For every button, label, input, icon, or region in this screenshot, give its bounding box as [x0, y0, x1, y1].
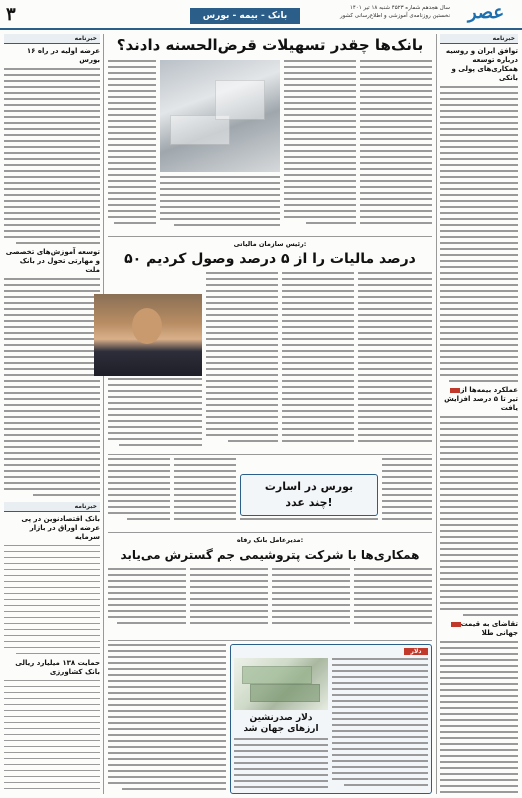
left-item2-title: توسعه آموزش‌های تخصصی و مهارتی تحول در بانک ملت: [5, 248, 100, 274]
bourse-col2: [174, 458, 236, 528]
main-headline: بانک‌ها چقدر تسهیلات قرض‌الحسنه دادند؟: [116, 36, 424, 54]
red-marker-icon: [450, 388, 460, 393]
left-item4-title: حمایت ۱۳۸ میلیارد ریالی بانک کشاورزی: [15, 658, 100, 676]
issue-meta-line1: سال هجدهم شماره ۴۵۲۳ شنبه ۱۸ تیر ۱۴۰۱: [349, 5, 450, 11]
tax-col4: [358, 272, 432, 450]
tax-kicker: رئیس سازمان مالیاتی:: [233, 240, 307, 248]
left-item3-title: بانک اقتصادنوین در پی عرضه اوراق در بازار سرمایه: [21, 514, 100, 541]
text-lines: [160, 176, 280, 226]
refah-col4: [354, 568, 432, 636]
text-lines: [240, 518, 378, 520]
right-column: [440, 34, 518, 794]
money-photo: [234, 658, 328, 710]
left-item1-body: [4, 68, 100, 244]
text-lines: [360, 60, 432, 224]
dollar-headline: [234, 713, 328, 735]
divider-bourse: [108, 532, 432, 533]
main-story-col3: [360, 60, 432, 232]
text-lines: [190, 568, 268, 624]
text-lines: [282, 272, 354, 442]
main-story-col2: [284, 60, 356, 232]
text-lines: [284, 60, 356, 224]
page-header: [0, 0, 522, 30]
divider-refah: [108, 640, 432, 641]
right-item3-title-text: تقاضای به قیمت جهانی طلا: [460, 620, 518, 637]
right-tag: خبرنامه: [440, 34, 518, 44]
text-lines: [382, 458, 432, 520]
text-lines: [206, 272, 278, 442]
tax-headline: ۵۰ درصد مالیات را از ۵ درصد وصول کردیم: [124, 251, 416, 267]
bourse-col4: [382, 458, 432, 528]
left-item1-title: ۱۶ عرضه اولیه در راه بورس: [26, 47, 100, 64]
dollar-tag: دلار: [404, 648, 428, 655]
bourse-col1: [108, 458, 170, 528]
text-lines: [354, 568, 432, 624]
issue-meta: [290, 4, 450, 20]
red-marker-icon: [451, 622, 461, 627]
refah-col3: [272, 568, 350, 636]
dollar-box: [230, 644, 432, 794]
right-item1-body: [440, 86, 518, 382]
tax-col3: [282, 272, 354, 450]
right-item3-body: [440, 641, 518, 794]
text-lines: [108, 60, 156, 224]
main-story-col1: [108, 60, 156, 232]
text-lines: [108, 644, 226, 790]
refah-headline: همکاری‌ها با شرکت پتروشیمی جم گسترش می‌یابد: [120, 548, 420, 562]
newspaper-logo: عصر: [467, 2, 505, 23]
main-story-col4: [160, 176, 280, 232]
bourse-headline-box: [240, 474, 378, 516]
tax-col1: [108, 378, 202, 450]
page-number: ۳: [6, 4, 16, 25]
text-lines: [108, 378, 202, 446]
issue-meta-line2: نخستین روزنامه‌ی آموزشی و اطلاع‌رسانی کشور: [340, 13, 450, 19]
text-lines: [358, 272, 432, 442]
right-item2-title: [440, 386, 518, 413]
right-item2-title-text: عملکرد بیمه‌ها از تیر تا ۵ درصد افزایش یافت: [444, 386, 518, 412]
left-column-rule: [103, 34, 104, 794]
bourse-headline-line2: چند عدد!: [285, 496, 333, 509]
right-item1-title: توافق ایران و روسیه درباره توسعه همکاری‌های پولی و بانکی: [445, 47, 518, 82]
left-column: [4, 34, 100, 794]
bourse-col3: [240, 518, 378, 528]
divider-main: [108, 236, 432, 237]
dollar-headline-line1: دلار صدرنشین: [249, 713, 313, 723]
text-lines: [272, 568, 350, 624]
dollar-body-left: [234, 738, 328, 788]
tax-col2: [206, 272, 278, 450]
left-item4-body: [4, 680, 100, 795]
section-label: بانک - بیمه - بورس: [190, 8, 300, 24]
left-item3-body: [4, 545, 100, 655]
dollar-body-right: [332, 658, 428, 786]
left-item2-body: [4, 278, 100, 496]
office-photo: [160, 60, 280, 172]
text-lines: [174, 458, 236, 520]
text-lines: [108, 568, 186, 624]
right-item2-body: [440, 416, 518, 616]
left-tag2: خبرنامه: [4, 502, 100, 512]
refah-col2: [190, 568, 268, 636]
bourse-headline-line1: بورس در اسارت: [264, 480, 354, 493]
refah-col1: [108, 568, 186, 636]
refah-kicker: مدیرعامل بانک رفاه:: [236, 536, 304, 544]
right-column-rule: [436, 34, 437, 794]
left-tag: خبرنامه: [4, 34, 100, 44]
right-item3-title: [440, 620, 518, 638]
bottom-left-story: [108, 644, 226, 794]
text-lines: [108, 458, 170, 520]
official-portrait-photo: [94, 294, 202, 376]
divider-tax: [108, 454, 432, 455]
dollar-headline-line2: ارزهای جهان شد: [243, 724, 319, 734]
